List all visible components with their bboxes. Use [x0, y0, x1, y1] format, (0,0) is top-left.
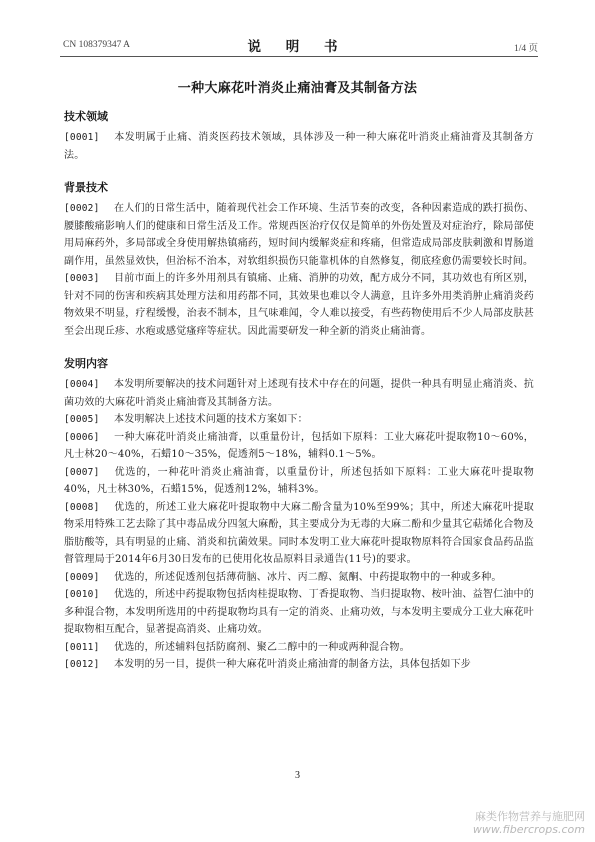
- paragraph-text: 一种大麻花叶消炎止痛油膏，以重量份计，包括如下原料：工业大麻花叶提取物10～60%，凡士林20～40%，石蜡10～35%，促透剂5～18%，辅料0.1～5%。: [64, 431, 534, 460]
- paragraph-number: [0005]: [64, 414, 100, 425]
- paragraph: [64, 200, 534, 270]
- paragraph-text: 目前市面上的许多外用剂具有镇痛、止痛、消肿的功效，配方成分不同，其功效也有所区别，针对不同的伤害和疾病其处理方法和用药都不同，其效果也难以令人满意，且许多外用类消肿止痛消炎药物效果不明显，疗程缓慢，治表不制本，且气味难闻，令人难以接受，有些药物使用后不少人局部皮肤甚至会出现丘疹、水疱或感觉瘙痒等症状。因此需要研发一种全新的消炎止痛油膏。: [64, 273, 534, 337]
- paragraph: [64, 411, 534, 429]
- paragraph-text: 优选的，所述中药提取物包括肉桂提取物、丁香提取物、当归提取物、桉叶油、益智仁油中的多种混合物，本发明所选用的中药提取物均具有一定的消炎、止痛功效，与本发明主要成分工业大麻花叶提取物相互配合，显著提高消炎、止痛功效。: [64, 589, 534, 635]
- paragraph: [64, 499, 534, 569]
- paragraph: [64, 429, 534, 464]
- section-technical-field: [64, 108, 534, 164]
- section-summary: [64, 355, 534, 674]
- header-divider: [60, 56, 538, 57]
- paragraph-number: [0004]: [64, 379, 100, 390]
- paragraph-text: 优选的，所述工业大麻花叶提取物中大麻二酚含量为10%至99%；其中，所述大麻花叶提取物采用特殊工艺去除了其中毒品成分四氢大麻酚，其主要成分为无毒的大麻二酚和少量其它萜烯化合物及脂肪酸等，具有明显的止痛、消炎和抗菌效果。同时本发明工业大麻花叶提取物原料符合国家食品药品监督管理局于2014年6月30日发布的已使用化妆品原料目录通告(11号)的要求。: [64, 501, 534, 565]
- paragraph-text: 优选的，所述辅料包括防腐剂、聚乙二醇中的一种或两种混合物。: [114, 641, 410, 653]
- paragraph-number: [0002]: [64, 203, 100, 214]
- document-title: 一种大麻花叶消炎止痛油膏及其制备方法: [177, 81, 418, 96]
- paragraph-number: [0008]: [64, 501, 100, 513]
- paragraph: [64, 464, 534, 499]
- paragraph-text: 优选的，一种花叶消炎止痛油膏，以重量份计，所述包括如下原料：工业大麻花叶提取物40%，凡士林30%，石蜡15%，促透剂12%，辅料3%。: [64, 466, 534, 495]
- paragraph-number: [0007]: [64, 466, 100, 478]
- paragraph: [64, 569, 534, 587]
- paragraph: [64, 270, 534, 340]
- paragraph-number: [0012]: [64, 659, 100, 670]
- paragraph: [64, 129, 534, 164]
- section-background: [64, 179, 534, 340]
- paragraph-text: 优选的，所述促透剂包括薄荷脑、冰片、丙二醇、氮酮、中药提取物中的一种或多种。: [114, 571, 502, 583]
- paragraph-number: [0003]: [64, 273, 100, 284]
- document-type: 说 明 书: [247, 39, 348, 55]
- paragraph: [64, 656, 534, 674]
- watermark-text: 麻类作物营养与施肥网: [475, 810, 585, 823]
- paragraph-text: 本发明的另一目，提供一种大麻花叶消炎止痛油膏的制备方法，具体包括如下步: [114, 659, 471, 670]
- paragraph-text: 本发明解决上述技术问题的技术方案如下：: [114, 414, 308, 425]
- paragraph-text: 本发明所要解决的技术问题针对上述现有技术中存在的问题，提供一种具有明显止痛消炎、抗菌功效的大麻花叶消炎止痛油膏及其制备方法。: [64, 379, 534, 408]
- watermark-url: www.fibercrops.com: [472, 823, 585, 836]
- paragraph: [64, 639, 534, 657]
- section-heading: 技术领域: [64, 110, 108, 123]
- section-heading: 背景技术: [64, 181, 108, 194]
- paragraph-text: 本发明属于止痛、消炎医药技术领域，具体涉及一种一种大麻花叶消炎止痛油膏及其制备方法。: [64, 132, 534, 161]
- paragraph-number: [0006]: [64, 431, 100, 443]
- paragraph-number: [0011]: [64, 641, 100, 653]
- paragraph: [64, 586, 534, 639]
- section-heading: 发明内容: [64, 357, 108, 370]
- page-number: 3: [295, 770, 300, 781]
- paragraph-number: [0001]: [64, 132, 100, 143]
- paragraph-text: 在人们的日常生活中，随着现代社会工作环境、生活节奏的改变，各种因素造成的跌打损伤、腰膝酸痛影响人们的健康和日常生活及工作。常规西医治疗仅仅是简单的外伤处置及对症治疗，除局部使用局麻药外，多局部或全身使用解热镇痛药，短时间内缓解炎症和疼痛，但常造成局部皮肤刺激和胃肠道副作用，虽然显效快，但治标不治本，对软组织损伤只能靠机体的自然修复，彻底痊愈仍需要较长时间。: [64, 203, 534, 267]
- page-indicator: 1/4 页: [513, 44, 538, 54]
- patent-number: CN 108379347 A: [63, 40, 131, 50]
- paragraph-number: [0009]: [64, 571, 100, 583]
- paragraph-number: [0010]: [64, 589, 100, 600]
- document-body: [64, 108, 534, 674]
- paragraph: [64, 376, 534, 411]
